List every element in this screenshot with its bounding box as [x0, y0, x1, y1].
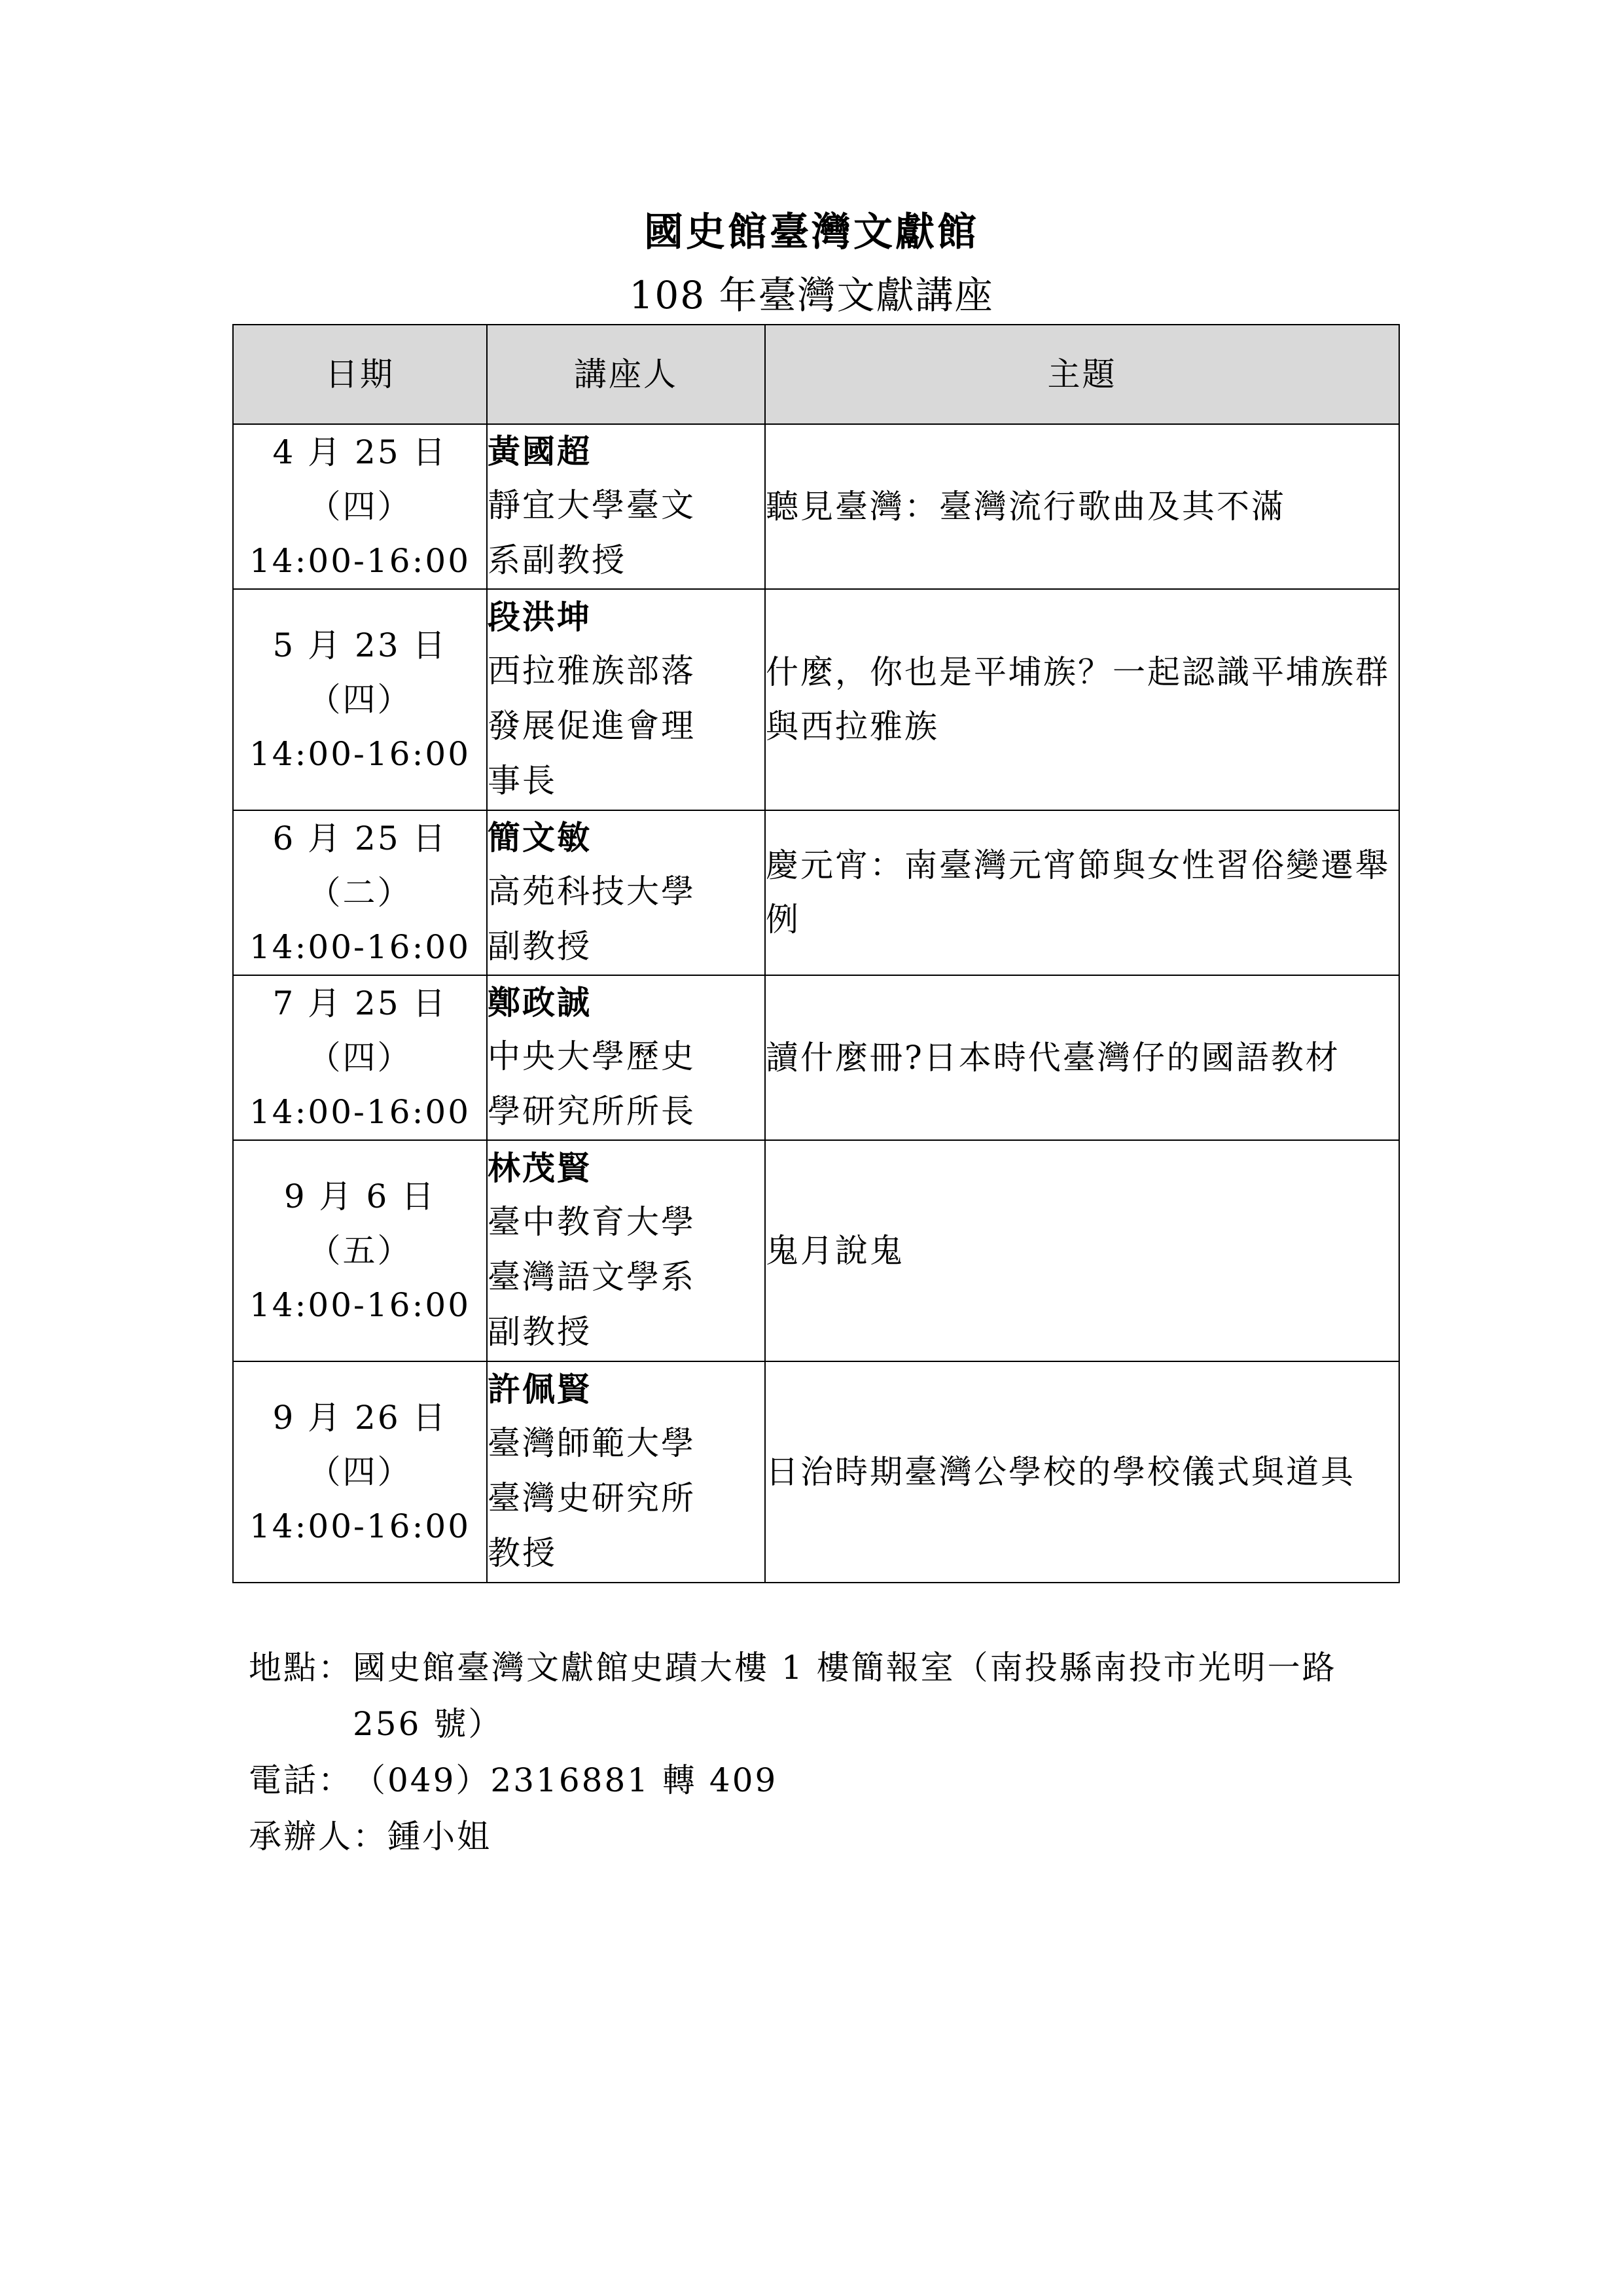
topic-cell: 日治時期臺灣公學校的學校儀式與道具 [765, 1361, 1399, 1583]
column-header-speaker: 講座人 [487, 325, 765, 424]
lecture-date: 5 月 23 日 [272, 626, 448, 664]
speaker-cell [487, 1361, 765, 1583]
speaker-cell [487, 424, 765, 589]
lecture-weekday: （五） [308, 1231, 412, 1270]
topic-cell: 聽見臺灣：臺灣流行歌曲及其不滿 [765, 424, 1399, 589]
page-title: 國史館臺灣文獻館 [644, 209, 979, 255]
table-header-row [233, 325, 1399, 424]
lecture-date: 7 月 25 日 [272, 984, 448, 1022]
contact-line [249, 1808, 1400, 1865]
location-label: 地點： [249, 1649, 353, 1687]
speaker-affiliation: 臺中教育大學臺灣語文學系副教授 [488, 1203, 696, 1351]
lecture-schedule-table [232, 324, 1400, 1583]
lecture-date: 6 月 25 日 [272, 819, 448, 857]
column-header-topic: 主題 [765, 325, 1399, 424]
lecture-date: 4 月 25 日 [272, 433, 448, 471]
speaker-name: 林茂賢 [488, 1149, 592, 1187]
date-cell [233, 589, 487, 810]
phone-value: （049）2316881 轉 409 [353, 1761, 778, 1799]
lecture-weekday: （四） [308, 1452, 412, 1491]
speaker-name: 黃國超 [488, 432, 592, 471]
lecture-time: 14:00-16:00 [249, 1092, 471, 1131]
lecture-time: 14:00-16:00 [249, 1507, 471, 1545]
table-row [233, 424, 1399, 589]
speaker-affiliation: 中央大學歷史學研究所所長 [488, 1037, 696, 1130]
contact-label: 承辦人： [249, 1818, 387, 1856]
speaker-name: 許佩賢 [488, 1370, 592, 1408]
speaker-affiliation: 高苑科技大學副教授 [488, 872, 696, 965]
date-cell [233, 975, 487, 1140]
speaker-name: 鄭政誠 [488, 983, 592, 1022]
date-cell [233, 1140, 487, 1361]
lecture-time: 14:00-16:00 [249, 927, 471, 966]
speaker-cell [487, 1140, 765, 1361]
column-header-date: 日期 [233, 325, 487, 424]
lecture-weekday: （四） [308, 487, 412, 526]
table-row [233, 589, 1399, 810]
table-row [233, 1140, 1399, 1361]
event-info [249, 1640, 1400, 1865]
date-cell [233, 1361, 487, 1583]
location-line [249, 1640, 1400, 1752]
lecture-weekday: （四） [308, 680, 412, 719]
lecture-time: 14:00-16:00 [249, 734, 471, 773]
lecture-time: 14:00-16:00 [249, 1285, 471, 1324]
topic-cell: 什麼，你也是平埔族？一起認識平埔族群與西拉雅族 [765, 589, 1399, 810]
speaker-cell [487, 589, 765, 810]
topic-cell: 鬼月說鬼 [765, 1140, 1399, 1361]
table-row [233, 975, 1399, 1140]
lecture-date: 9 月 26 日 [272, 1398, 448, 1437]
speaker-cell [487, 975, 765, 1140]
lecture-time: 14:00-16:00 [249, 541, 471, 580]
page-subtitle: 108 年臺灣文獻講座 [629, 273, 994, 317]
speaker-cell [487, 810, 765, 975]
speaker-affiliation: 西拉雅族部落發展促進會理事長 [488, 652, 696, 800]
lecture-date: 9 月 6 日 [283, 1177, 437, 1215]
speaker-name: 簡文敏 [488, 818, 592, 857]
phone-label: 電話： [249, 1761, 353, 1799]
phone-line [249, 1752, 1400, 1808]
speaker-name: 段洪坤 [488, 598, 592, 636]
date-cell [233, 424, 487, 589]
topic-cell: 讀什麼冊?日本時代臺灣仔的國語教材 [765, 975, 1399, 1140]
speaker-affiliation: 臺灣師範大學臺灣史研究所教授 [488, 1424, 696, 1572]
lecture-weekday: （四） [308, 1038, 412, 1077]
speaker-affiliation: 靜宜大學臺文系副教授 [488, 486, 696, 579]
table-row [233, 810, 1399, 975]
location-value: 國史館臺灣文獻館史蹟大樓 1 樓簡報室（南投縣南投市光明一路 256 號） [353, 1649, 1337, 1743]
topic-cell: 慶元宵：南臺灣元宵節與女性習俗變遷舉例 [765, 810, 1399, 975]
lecture-weekday: （二） [308, 873, 412, 912]
contact-value: 鍾小姐 [387, 1818, 491, 1856]
table-row [233, 1361, 1399, 1583]
date-cell [233, 810, 487, 975]
